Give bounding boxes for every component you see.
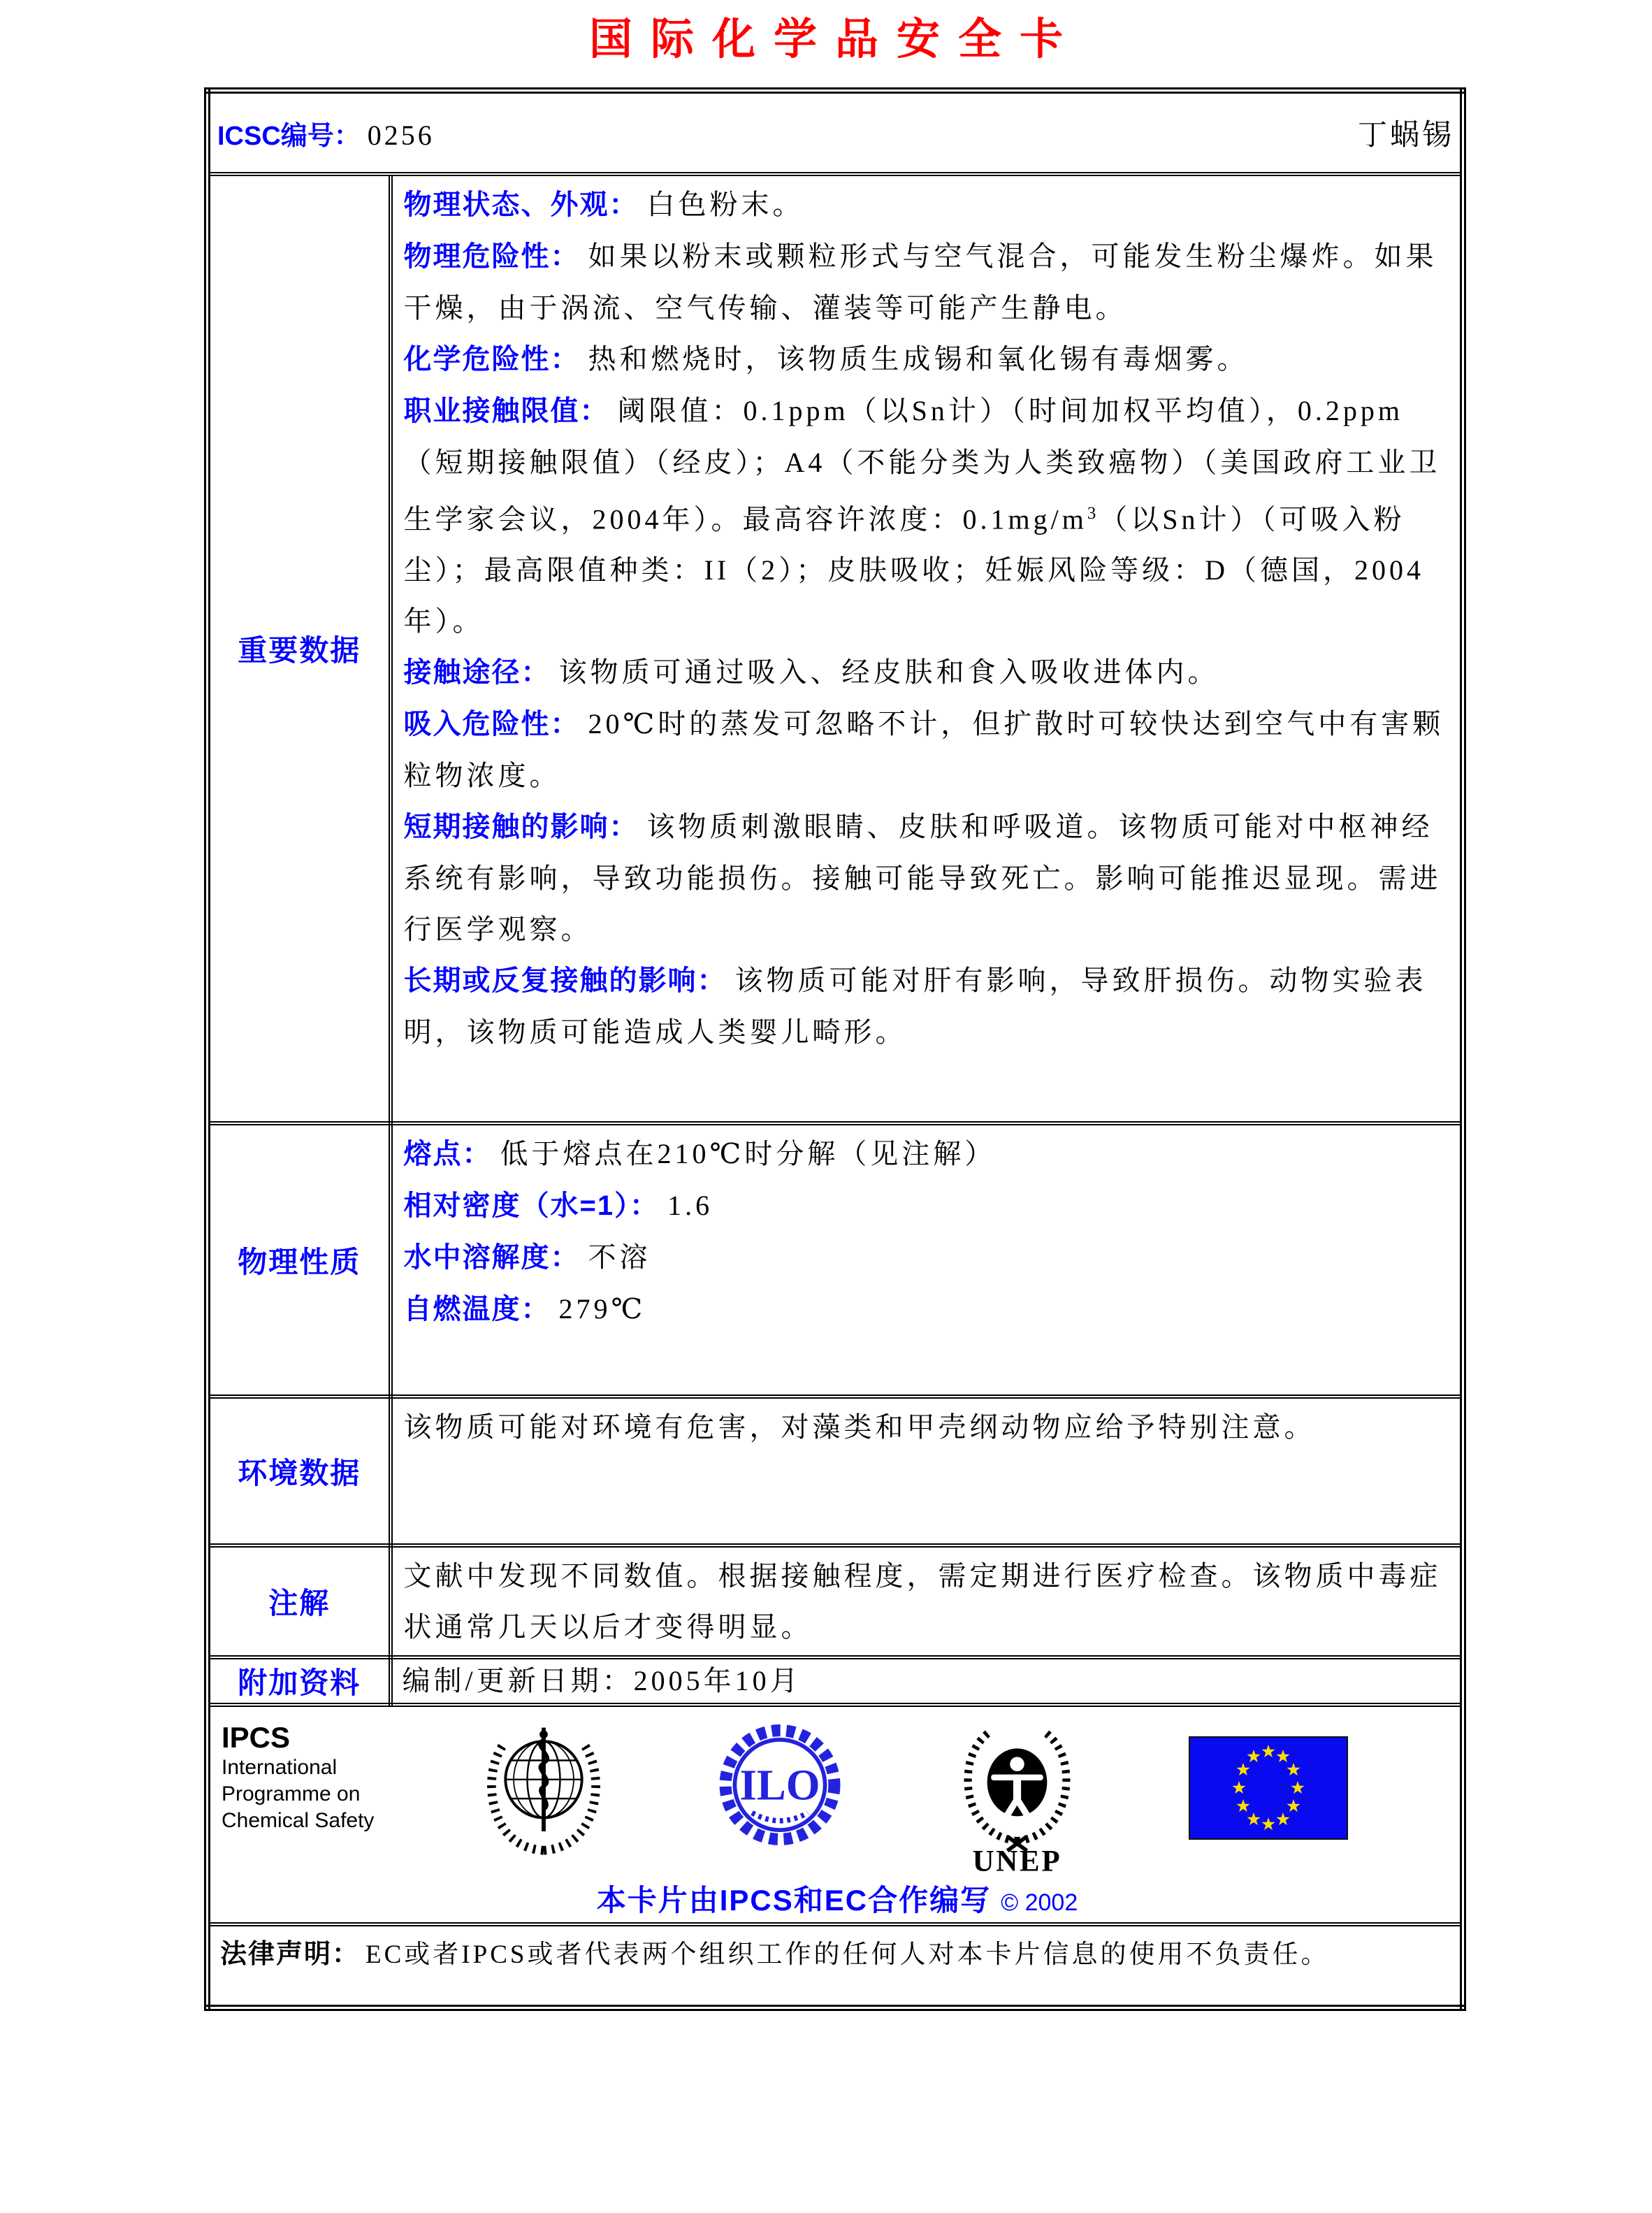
section-label-additional-info: 附加资料 [208,1657,391,1705]
legal-notice [208,1924,1463,2008]
field-label: 长期或反复接触的影响： [403,965,727,997]
field-value-2: （以Sn计）（可吸入粉尘）；最高限值种类：II（2）；皮肤吸收；妊娠风险等级：D（德国，2004年）。 [403,503,1425,637]
ipcs-line1: International [222,1756,338,1779]
who-icon [474,1717,614,1864]
field-routes-of-exposure [404,647,1451,698]
field-value: 白色粉末。 [646,189,804,220]
additional-info-content [391,1657,1463,1705]
logo-strip [222,1717,1453,1877]
field-value: 如果以粉末或颗粒形式与空气混合，可能发生粉尘爆炸。如果干燥，由于涡流、空气传输、灌装等可能产生静电。 [403,240,1437,324]
environmental-data-content [391,1397,1463,1545]
field-value: 不溶 [588,1241,651,1273]
field-value: 该物质可通过吸入、经皮肤和食入吸收进体内。 [558,656,1219,689]
field-autoignition-temperature [404,1283,1451,1335]
unep-label: UNEP [972,1845,1062,1874]
section-label-important-data: 重要数据 [208,174,391,1123]
field-value: 1.6 [667,1190,713,1221]
field-label: 水中溶解度： [403,1242,580,1273]
section-label-physical-properties: 物理性质 [208,1123,391,1397]
section-label-notes: 注解 [208,1545,391,1657]
field-value: 该物质刺激眼睛、皮肤和呼吸道。该物质可能对中枢神经系统有影响，导致功能损伤。接触可能导致死亡。影响可能推迟显现。需进行医学观察。 [403,811,1442,946]
field-label: 职业接触限值： [403,396,609,426]
table-row-environmental-data [208,1397,1463,1545]
physical-properties-content [391,1123,1463,1397]
field-value: 阈限值：0.1ppm（以Sn计）（时间加权平均值），0.2ppm（短期接触限值）（经皮）；A4（不能分类为人类致癌物）（美国政府工业卫生学家会议，2004年）。最高容许浓度：0.1mg/m [403,395,1441,535]
field-value: 该物质可能对肝有影响，导致肝损伤。动物实验表明，该物质可能造成人类婴儿畸形。 [403,965,1427,1048]
field-short-term-effects [404,801,1451,955]
field-relative-density [404,1180,1451,1232]
field-value: 热和燃烧时，该物质生成锡和氧化锡有毒烟雾。 [588,343,1249,375]
table-row-important-data [208,174,1463,1123]
icsc-table [204,87,1466,2011]
field-occupational-exposure-limits [404,385,1451,647]
field-label: 物理危险性： [403,241,580,272]
field-label: 吸入危险性： [403,709,580,740]
field-label: 接触途径： [403,657,551,689]
section-label-environmental-data: 环境数据 [208,1397,391,1545]
field-update-date: 编制/更新日期：2005年10月 [402,1665,802,1696]
field-physical-state-appearance [404,179,1451,231]
ilo-icon [713,1717,846,1857]
table-row-legal [208,1924,1463,2008]
table-row-logos [208,1705,1463,1924]
ipcs-line3: Chemical Safety [222,1809,375,1832]
field-environmental-data: 该物质可能对环境有危害，对藻类和甲壳纲动物应给予特别注意。 [403,1411,1316,1443]
field-water-solubility [404,1232,1451,1283]
icsc-number-field [217,114,435,152]
unep-icon [945,1717,1089,1877]
field-value: 20℃时的蒸发可忽略不计，但扩散时可较快达到空气中有害颗粒物浓度。 [403,708,1444,792]
copyright-text: © 2002 [1001,1889,1078,1916]
field-melting-point [404,1128,1451,1180]
notes-content [391,1545,1463,1657]
field-chemical-hazards [404,333,1451,385]
field-inhalation-risk [404,698,1451,801]
field-label: 化学危险性： [403,344,580,375]
ipcs-line2: Programme on [222,1782,361,1805]
field-label: 熔点： [403,1139,492,1169]
svg-text:ILO: ILO [739,1760,820,1810]
legal-text: EC或者IPCS或者代表两个组织工作的任何人对本卡片信息的使用不负责任。 [365,1940,1330,1969]
field-long-term-effects [404,955,1451,1058]
page-title: 国际化学品安全卡 [588,15,1081,64]
legal-label: 法律声明： [220,1940,361,1969]
icsc-number-label: ICSC编号： [217,121,361,151]
eu-flag-icon [1189,1736,1348,1843]
important-data-content [391,174,1463,1123]
field-label: 相对密度（水=1）： [403,1190,660,1221]
table-row-physical-properties [208,1123,1463,1397]
field-label: 自燃温度： [403,1294,551,1325]
icsc-number-value: 0256 [367,119,435,151]
field-label: 短期接触的影响： [403,812,639,843]
field-notes: 文献中发现不同数值。根据接触程度，需定期进行医疗检查。该物质中毒症状通常几天以后才变得明显。 [403,1560,1442,1643]
chemical-name: 丁蜗锡 [1357,120,1454,152]
field-value: 低于熔点在210℃时分解（见注解） [500,1138,997,1169]
ipcs-text-block [222,1717,374,1834]
footer-caption [222,1877,1453,1919]
caption-text: 本卡片由IPCS和EC合作编写 [596,1884,992,1917]
table-row-additional-info [208,1657,1463,1705]
field-value: 279℃ [558,1293,646,1325]
ipcs-title: IPCS [222,1721,291,1754]
field-label: 物理状态、外观： [403,189,639,220]
superscript: 3 [1087,504,1100,523]
table-row-header [208,91,1463,175]
field-physical-hazards [404,231,1451,333]
table-row-notes [208,1545,1463,1657]
